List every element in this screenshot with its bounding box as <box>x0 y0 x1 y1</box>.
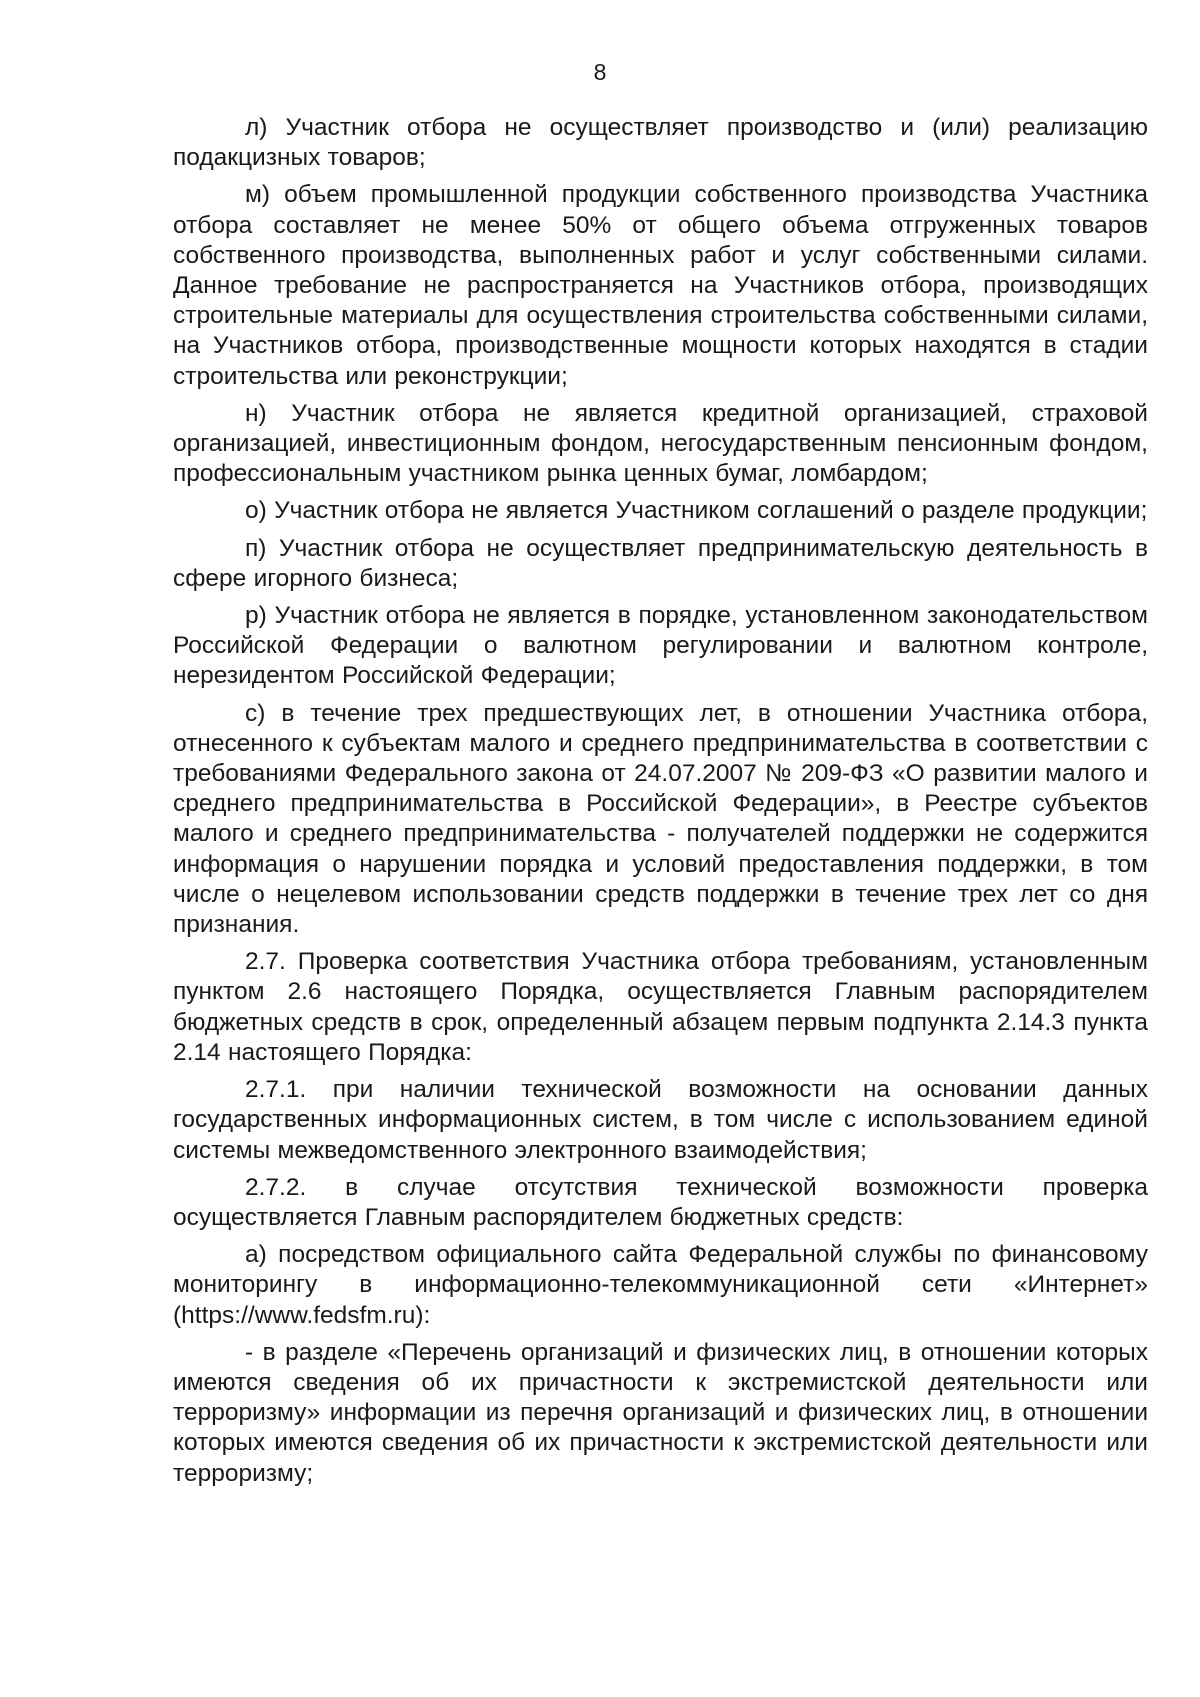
paragraph-o: о) Участник отбора не является Участником соглашений о разделе продукции; <box>245 497 1148 525</box>
paragraph-2-7-2: 2.7.2. в случае отсутствия технической возможности проверка осуществляется Главным распорядителем бюджетных средств: <box>173 1173 1148 1231</box>
paragraph-l: л) Участник отбора не осуществляет производство и (или) реализацию подакцизных товаров; <box>173 114 1148 172</box>
paragraph-m: м) объем промышленной продукции собственного производства Участника отбора составляет не менее 50% от общего объема отгруженных товаров собственного производства, выполненных работ и услуг собственными силами. Данное требование не распространяется на Участников отбора, производящих строительные материалы для осуществления строительства собственными силами, на Участников отбора, производственные мощности которых находятся в стадии строительства или реконструкции; <box>173 181 1148 390</box>
page-number: 8 <box>593 59 607 85</box>
document-body <box>173 113 1148 1496</box>
paragraph-a: а) посредством официального сайта Федеральной службы по финансовому мониторингу в информационно-телекоммуникационной сети «Интернет» (https://www.fedsfm.ru): <box>173 1241 1148 1329</box>
paragraph-dash-list-item: - в разделе «Перечень организаций и физических лиц, в отношении которых имеются сведения об их причастности к экстремистской деятельности или терроризму» информации из перечня организаций и физических лиц, в отношении которых имеются сведения об их причастности к экстремистской деятельности или терроризму; <box>173 1338 1148 1487</box>
paragraph-2-7: 2.7. Проверка соответствия Участника отбора требованиям, установленным пунктом 2.6 настоящего Порядка, осуществляется Главным распорядителем бюджетных средств в срок, определенный абзацем первым подпункта 2.14.3 пункта 2.14 настоящего Порядка: <box>173 948 1148 1066</box>
paragraph-r: р) Участник отбора не является в порядке, установленном законодательством Российской Федерации о валютном регулировании и валютном контроле, нерезидентом Российской Федерации; <box>173 602 1148 690</box>
paragraph-n: н) Участник отбора не является кредитной организацией, страховой организацией, инвестиционным фондом, негосударственным пенсионным фондом, профессиональным участником рынка ценных бумаг, ломбардом; <box>173 399 1148 488</box>
paragraph-s: с) в течение трех предшествующих лет, в отношении Участника отбора, отнесенного к субъектам малого и среднего предпринимательства в соответствии с требованиями Федерального закона от 24.07.2007 № 209-ФЗ «О развитии малого и среднего предпринимательства в Российской Федерации», в Реестре субъектов малого и среднего предпринимательства - получателей поддержки не содержится информация о нарушении порядка и условий предоставления поддержки, в том числе о нецелевом использовании средств поддержки в течение трех лет со дня признания. <box>173 699 1148 939</box>
paragraph-p: п) Участник отбора не осуществляет предпринимательскую деятельность в сфере игорного бизнеса; <box>173 534 1148 592</box>
paragraph-2-7-1: 2.7.1. при наличии технической возможности на основании данных государственных информационных систем, в том числе с использованием единой системы межведомственного электронного взаимодействия; <box>173 1076 1148 1164</box>
